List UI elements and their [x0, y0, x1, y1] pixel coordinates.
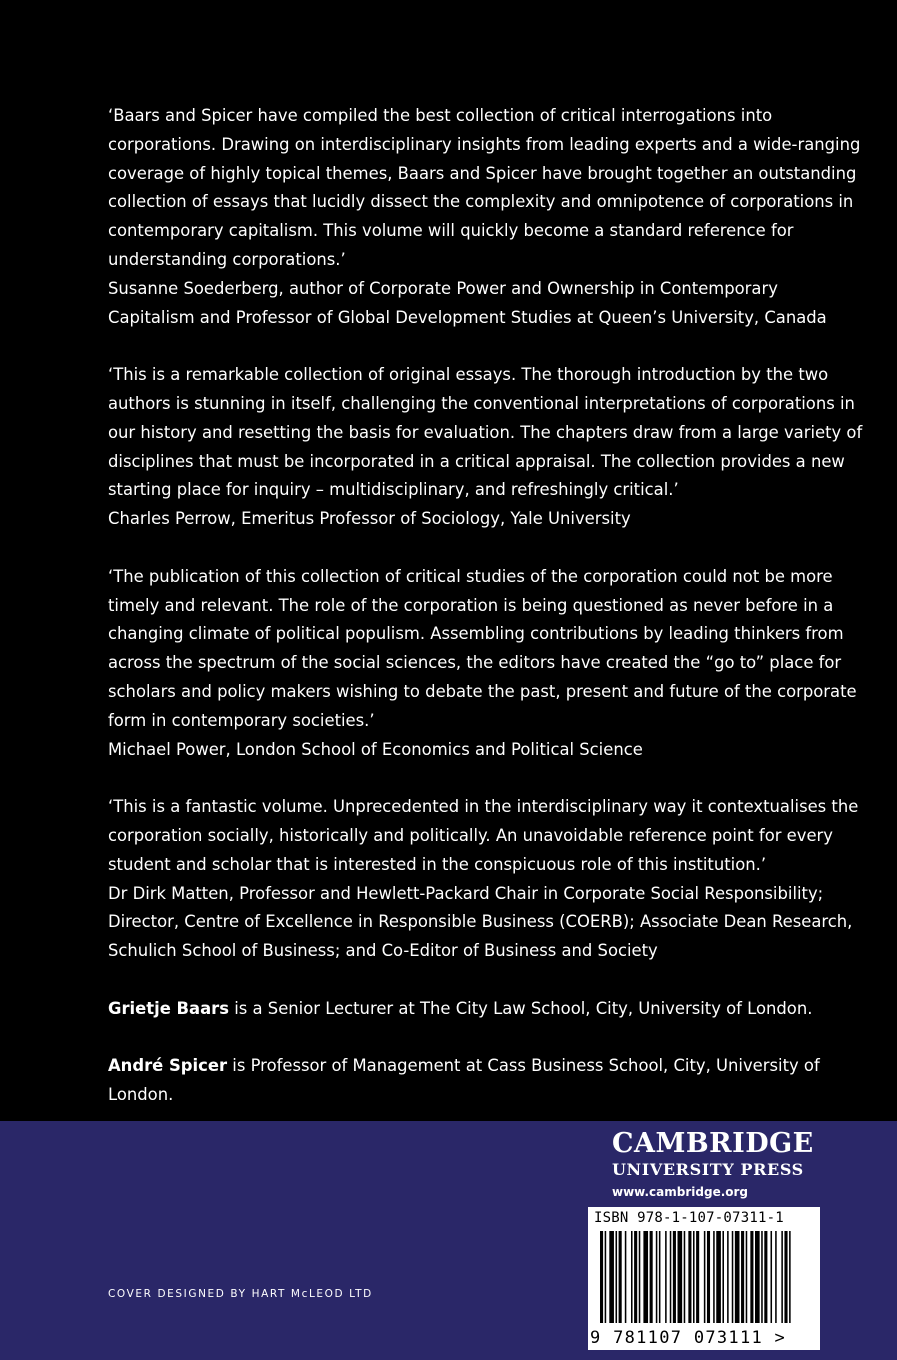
barcode-bar — [634, 1231, 637, 1323]
barcode-bar — [616, 1231, 618, 1323]
barcode-bar — [665, 1231, 667, 1323]
barcode-icon — [594, 1231, 812, 1323]
author-bio-text: is a Senior Lecturer at The City Law School, City, University of London. — [229, 998, 813, 1018]
publisher-website: www.cambridge.org — [612, 1185, 749, 1199]
publisher-name: CAMBRIDGE — [612, 1128, 814, 1159]
barcode-bar — [707, 1231, 710, 1323]
barcode-bar — [789, 1231, 791, 1323]
barcode-bar — [625, 1231, 627, 1323]
barcode-bar — [673, 1231, 676, 1323]
endorsement-attribution: Susanne Soederberg, author of Corporate Power and Ownership in Contemporary Capitalism and Professor of Global Development Studies at Queen’s University, Canada — [108, 278, 827, 327]
barcode-bar — [764, 1231, 767, 1323]
barcode-bar — [781, 1231, 783, 1323]
barcode-bar — [716, 1231, 721, 1323]
barcode-bar — [650, 1231, 653, 1323]
barcode-bar — [605, 1231, 607, 1323]
author-bio — [108, 995, 868, 1024]
barcode-bar — [746, 1231, 748, 1323]
barcode-bar — [678, 1231, 683, 1323]
publisher-logo — [612, 1128, 832, 1202]
barcode-bar — [750, 1231, 753, 1323]
endorsement-quote: ‘This is a remarkable collection of original essays. The thorough introduction by the two authors is stunning in itself, challenging the conventional interpretations of corporations in our history and resetting the basis for evaluation. The chapters draw from a large variety of disciplines that must be incorporated in a critical appraisal. The collection provides a new starting place for inquiry – multidisciplinary, and refreshingly critical.’ — [108, 365, 863, 500]
barcode-bar — [727, 1231, 729, 1323]
barcode-bar — [670, 1231, 672, 1323]
endorsement-quote: ‘Baars and Spicer have compiled the best collection of critical interrogations into corporations. Drawing on interdisciplinary insights from leading experts and a wide-ranging coverage of highly topical themes, Baars and Spicer have brought together an outstanding collection of essays that lucidly dissect the complexity and omnipotence of corporations in contemporary capitalism. This volume will quickly become a standard reference for understanding corporations.’ — [108, 106, 861, 269]
endorsement-quote: ‘The publication of this collection of critical studies of the corporation could not be more timely and relevant. The role of the corporation is being questioned as never before in a changing climate of political populism. Assembling contributions by leading thinkers from across the spectrum of the social sciences, the editors have created the “go to” place for scholars and policy makers wishing to debate the past, present and future of the corporate form in contemporary societies.’ — [108, 566, 857, 730]
endorsement — [108, 361, 868, 534]
barcode-bar — [741, 1231, 744, 1323]
author-bio-text: is Professor of Management at Cass Business School, City, University of London. — [108, 1056, 820, 1105]
endorsement-attribution: Dr Dirk Matten, Professor and Hewlett-Packard Chair in Corporate Social Responsibility; Director, Centre of Excellence in Responsible Business (COERB); Associate Dean Research, Schulich School of Business; and Co-Editor of Business and Society — [108, 883, 853, 961]
endorsement — [108, 102, 868, 332]
barcode-bar — [619, 1231, 622, 1323]
barcode-digits: 9 781107 073111 > — [590, 1328, 787, 1348]
barcode-bar — [693, 1231, 695, 1323]
barcode-bar — [732, 1231, 734, 1323]
endorsement — [108, 563, 868, 765]
barcode-bar — [696, 1231, 699, 1323]
barcode-bar — [643, 1231, 648, 1323]
barcode-bar — [784, 1231, 787, 1323]
endorsement-quote: ‘This is a fantastic volume. Unprecedented in the interdisciplinary way it contextualises the corporation socially, historically and politically. An unavoidable reference point for every student and scholar that is interested in the conspicuous role of this institution.’ — [108, 797, 859, 874]
isbn-label: ISBN 978-1-107-07311-1 — [594, 1210, 784, 1226]
barcode-bar — [775, 1231, 777, 1323]
barcode-bar — [704, 1231, 706, 1323]
endorsement — [108, 793, 868, 966]
barcode-bar — [713, 1231, 715, 1323]
barcode-bar — [631, 1231, 633, 1323]
barcode-bar — [755, 1231, 760, 1323]
barcode-bar — [722, 1231, 724, 1323]
barcode-bar — [659, 1231, 661, 1323]
barcode-bar — [639, 1231, 641, 1323]
barcode-bar — [771, 1231, 773, 1323]
barcode-bar — [600, 1231, 603, 1323]
barcode-bar — [735, 1231, 740, 1323]
barcode-bar — [684, 1231, 686, 1323]
cover-designer-credit: COVER DESIGNED BY HART McLEOD LTD — [108, 1288, 373, 1300]
barcode-bar — [656, 1231, 658, 1323]
author-name: Grietje Baars — [108, 998, 230, 1018]
endorsement-attribution: Charles Perrow, Emeritus Professor of Sociology, Yale University — [108, 509, 631, 529]
author-bio — [108, 1052, 868, 1110]
isbn-barcode — [588, 1207, 820, 1350]
publisher-subname: UNIVERSITY PRESS — [612, 1160, 804, 1179]
barcode-bar — [761, 1231, 763, 1323]
author-name: André Spicer — [108, 1056, 228, 1076]
endorsement-attribution: Michael Power, London School of Economics and Political Science — [108, 739, 643, 759]
barcode-bar — [688, 1231, 691, 1323]
barcode-bar — [609, 1231, 614, 1323]
endorsements — [108, 102, 868, 1139]
